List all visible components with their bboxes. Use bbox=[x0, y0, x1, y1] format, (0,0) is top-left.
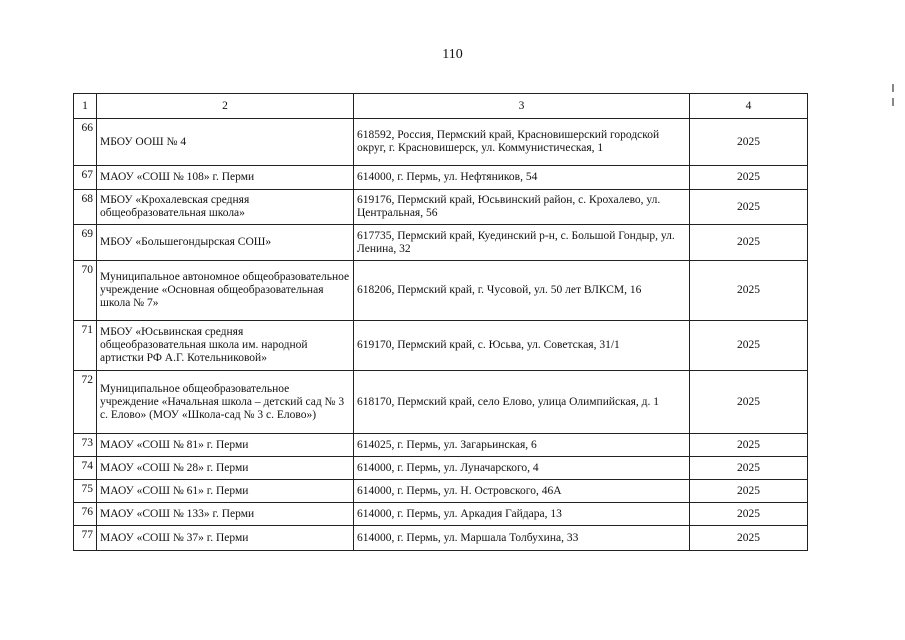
page-number: 110 bbox=[442, 47, 463, 62]
row-number: 72 bbox=[74, 371, 97, 434]
year: 2025 bbox=[690, 457, 808, 480]
institution-address: 619176, Пермский край, Юсьвинский район, с. Крохалево, ул. Центральная, 56 bbox=[354, 190, 690, 225]
institution-address: 614000, г. Пермь, ул. Аркадия Гайдара, 13 bbox=[354, 503, 690, 526]
header-col-1: 1 bbox=[74, 94, 97, 119]
institution-address: 614000, г. Пермь, ул. Нефтяников, 54 bbox=[354, 166, 690, 190]
table-row bbox=[74, 261, 808, 321]
institution-name: Муниципальное общеобразовательное учреждение «Начальная школа – детский сад № 3 с. Елово» (МОУ «Школа-сад № 3 с. Елово») bbox=[97, 371, 354, 434]
institution-address: 619170, Пермский край, с. Юсьва, ул. Советская, 31/1 bbox=[354, 321, 690, 371]
table-row bbox=[74, 166, 808, 190]
header-col-3: 3 bbox=[354, 94, 690, 119]
row-number: 68 bbox=[74, 190, 97, 225]
institution-name: Муниципальное автономное общеобразовательное учреждение «Основная общеобразовательная школа № 7» bbox=[97, 261, 354, 321]
institution-address: 614025, г. Пермь, ул. Загарьинская, 6 bbox=[354, 434, 690, 457]
year: 2025 bbox=[690, 434, 808, 457]
year: 2025 bbox=[690, 480, 808, 503]
institution-name: МБОУ «Крохалевская средняя общеобразовательная школа» bbox=[97, 190, 354, 225]
institution-name: МАОУ «СОШ № 108» г. Перми bbox=[97, 166, 354, 190]
year: 2025 bbox=[690, 526, 808, 551]
table-row bbox=[74, 434, 808, 457]
year: 2025 bbox=[690, 321, 808, 371]
header-row bbox=[74, 94, 808, 119]
institution-name: МАОУ «СОШ № 133» г. Перми bbox=[97, 503, 354, 526]
row-number: 74 bbox=[74, 457, 97, 480]
table-row bbox=[74, 225, 808, 261]
year: 2025 bbox=[690, 371, 808, 434]
institution-address: 614000, г. Пермь, ул. Луначарского, 4 bbox=[354, 457, 690, 480]
table-row bbox=[74, 480, 808, 503]
institution-name: МБОУ «Большегондырская СОШ» bbox=[97, 225, 354, 261]
scan-mark bbox=[892, 84, 894, 92]
institution-address: 618592, Россия, Пермский край, Красновишерский городской округ, г. Красновишерск, ул. Коммунистическая, 1 bbox=[354, 119, 690, 166]
header-col-4: 4 bbox=[690, 94, 808, 119]
row-number: 69 bbox=[74, 225, 97, 261]
institution-name: МБОУ ООШ № 4 bbox=[97, 119, 354, 166]
year: 2025 bbox=[690, 503, 808, 526]
table-row bbox=[74, 119, 808, 166]
year: 2025 bbox=[690, 261, 808, 321]
institution-name: МАОУ «СОШ № 28» г. Перми bbox=[97, 457, 354, 480]
header-col-2: 2 bbox=[97, 94, 354, 119]
institution-name: МБОУ «Юсьвинская средняя общеобразовательная школа им. народной артистки РФ А.Г. Котельниковой» bbox=[97, 321, 354, 371]
row-number: 77 bbox=[74, 526, 97, 551]
institution-name: МАОУ «СОШ № 37» г. Перми bbox=[97, 526, 354, 551]
table-row bbox=[74, 503, 808, 526]
institution-address: 614000, г. Пермь, ул. Маршала Толбухина, 33 bbox=[354, 526, 690, 551]
table-row bbox=[74, 321, 808, 371]
row-number: 75 bbox=[74, 480, 97, 503]
table-row bbox=[74, 457, 808, 480]
institution-name: МАОУ «СОШ № 81» г. Перми bbox=[97, 434, 354, 457]
row-number: 70 bbox=[74, 261, 97, 321]
row-number: 76 bbox=[74, 503, 97, 526]
institution-name: МАОУ «СОШ № 61» г. Перми bbox=[97, 480, 354, 503]
schools-table bbox=[73, 93, 808, 551]
year: 2025 bbox=[690, 190, 808, 225]
table-row bbox=[74, 190, 808, 225]
row-number: 67 bbox=[74, 166, 97, 190]
year: 2025 bbox=[690, 225, 808, 261]
table-row bbox=[74, 526, 808, 551]
year: 2025 bbox=[690, 119, 808, 166]
institution-address: 617735, Пермский край, Куединский р-н, с. Большой Гондыр, ул. Ленина, 32 bbox=[354, 225, 690, 261]
institution-address: 614000, г. Пермь, ул. Н. Островского, 46А bbox=[354, 480, 690, 503]
table-row bbox=[74, 371, 808, 434]
row-number: 71 bbox=[74, 321, 97, 371]
institution-address: 618206, Пермский край, г. Чусовой, ул. 50 лет ВЛКСМ, 16 bbox=[354, 261, 690, 321]
year: 2025 bbox=[690, 166, 808, 190]
scan-mark bbox=[892, 98, 894, 106]
row-number: 66 bbox=[74, 119, 97, 166]
institution-address: 618170, Пермский край, село Елово, улица Олимпийская, д. 1 bbox=[354, 371, 690, 434]
row-number: 73 bbox=[74, 434, 97, 457]
